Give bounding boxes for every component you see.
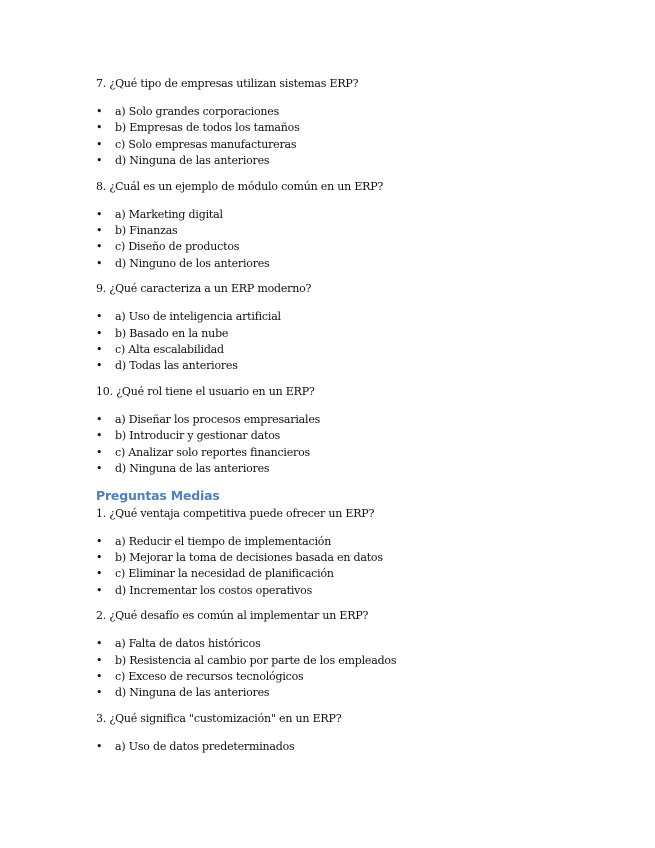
bullet-icon: • [96, 583, 103, 597]
bullet-icon: • [96, 359, 103, 373]
bullet-icon: • [96, 121, 103, 135]
answer-option: • a) Uso de inteligencia artificial [96, 309, 616, 325]
bullet-icon: • [96, 154, 103, 168]
answer-option: • c) Alta escalabilidad [96, 342, 616, 358]
answer-option: • d) Ninguna de las anteriores [96, 461, 616, 477]
answer-option: • a) Falta de datos históricos [96, 636, 616, 652]
answer-option: • b) Finanzas [96, 223, 616, 239]
bullet-icon: • [96, 224, 103, 238]
bullet-icon: • [96, 686, 103, 700]
bullet-icon: • [96, 105, 103, 118]
answer-list [96, 104, 616, 170]
bullet-icon: • [96, 637, 103, 651]
answer-option: • c) Solo empresas manufactureras [96, 137, 616, 153]
question-block [96, 609, 616, 702]
bullet-icon: • [96, 550, 103, 564]
answer-list [96, 636, 616, 702]
question-text: 9. ¿Qué caracteriza a un ERP moderno? [96, 282, 312, 296]
bullet-icon: • [96, 462, 103, 476]
question-text: 3. ¿Qué significa "customización" en un ERP? [96, 711, 342, 725]
question-block [96, 712, 616, 755]
question-text: 1. ¿Qué ventaja competitiva puede ofrecer un ERP? [96, 506, 375, 520]
question-block [96, 77, 616, 170]
question-text: 8. ¿Cuál es un ejemplo de módulo común en un ERP? [96, 179, 384, 193]
answer-option: • d) Ninguno de los anteriores [96, 256, 616, 272]
answer-option: • c) Diseño de productos [96, 239, 616, 255]
question-block [96, 507, 616, 600]
bullet-icon: • [96, 653, 103, 667]
bullet-icon: • [96, 240, 103, 254]
question-block [96, 385, 616, 478]
document-content [96, 77, 616, 765]
answer-option: • b) Empresas de todos los tamaños [96, 120, 616, 136]
bullet-icon: • [96, 567, 103, 581]
answer-option: • b) Introducir y gestionar datos [96, 428, 616, 444]
answer-option: • a) Reducir el tiempo de implementación [96, 534, 616, 550]
bullet-icon: • [96, 445, 103, 459]
answer-option: • c) Analizar solo reportes financieros [96, 445, 616, 461]
bullet-icon: • [96, 739, 103, 753]
answer-option: • c) Eliminar la necesidad de planificación [96, 566, 616, 582]
bullet-icon: • [96, 256, 103, 270]
answer-option: • d) Todas las anteriores [96, 358, 616, 374]
question-block [96, 282, 616, 375]
answer-list [96, 309, 616, 375]
answer-option: • b) Resistencia al cambio por parte de los empleados [96, 653, 616, 669]
answer-option: • a) Diseñar los procesos empresariales [96, 412, 616, 428]
answer-option: • b) Basado en la nube [96, 326, 616, 342]
answer-option: • d) Incrementar los costos operativos [96, 583, 616, 599]
answer-option: • b) Mejorar la toma de decisiones basada en datos [96, 550, 616, 566]
bullet-icon: • [96, 669, 103, 683]
answer-list [96, 207, 616, 273]
answer-option: • d) Ninguna de las anteriores [96, 685, 616, 701]
bullet-icon: • [96, 412, 103, 426]
bullet-icon: • [96, 207, 103, 221]
question-text: 7. ¿Qué tipo de empresas utilizan sistemas ERP? [96, 77, 359, 90]
question-block [96, 180, 616, 273]
bullet-icon: • [96, 326, 103, 340]
bullet-icon: • [96, 310, 103, 324]
answer-option: • a) Marketing digital [96, 207, 616, 223]
bullet-icon: • [96, 534, 103, 548]
answer-option: • d) Ninguna de las anteriores [96, 153, 616, 169]
answer-option: • a) Uso de datos predeterminados [96, 739, 616, 755]
answer-list [96, 534, 616, 600]
answer-option: • c) Exceso de recursos tecnológicos [96, 669, 616, 685]
question-text: 2. ¿Qué desafío es común al implementar un ERP? [96, 609, 369, 623]
question-text: 10. ¿Qué rol tiene el usuario en un ERP? [96, 384, 315, 398]
answer-list [96, 739, 616, 755]
answer-option: • a) Solo grandes corporaciones [96, 104, 616, 120]
bullet-icon: • [96, 429, 103, 443]
answer-list [96, 412, 616, 478]
section-heading: Preguntas Medias [96, 487, 220, 503]
bullet-icon: • [96, 137, 103, 151]
bullet-icon: • [96, 343, 103, 357]
